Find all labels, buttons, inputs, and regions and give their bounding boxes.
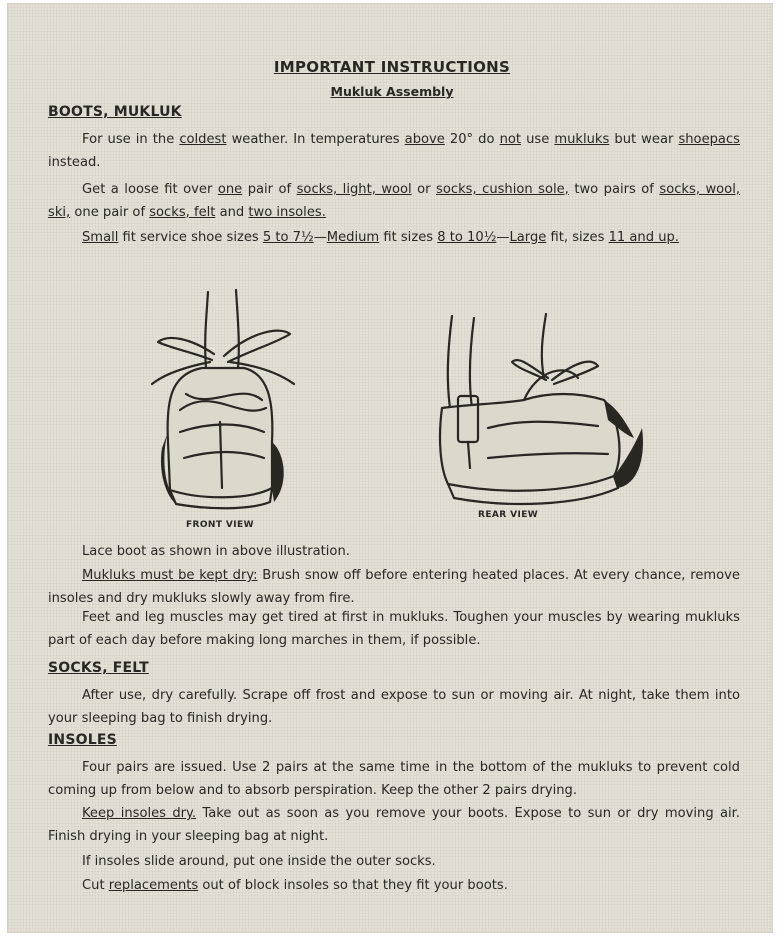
section-heading-insoles: INSOLES xyxy=(48,732,117,748)
insoles-paragraph-1: Four pairs are issued. Use 2 pairs at the same time in the bottom of the mukluks to prevent cold coming up from below and to absorb perspiration. Keep the other 2 pairs drying. xyxy=(48,760,740,798)
boots-paragraph-2: Get a loose fit over one pair of socks, light, wool or socks, cushion sole, two pairs of socks, wool, ski, one pair of socks, felt and two insoles. xyxy=(48,182,740,220)
section-heading-boots: BOOTS, MUKLUK xyxy=(48,104,182,120)
boots-paragraph-3: Small fit service shoe sizes 5 to 7½—Medium fit sizes 8 to 10½—Large fit, sizes 11 and up. xyxy=(82,230,679,245)
section-heading-socks: SOCKS, FELT xyxy=(48,660,149,676)
page-title: IMPORTANT INSTRUCTIONS xyxy=(273,58,511,76)
boots-paragraph-1: For use in the coldest weather. In temperatures above 20° do not use mukluks but wear shoepacs instead. xyxy=(48,132,740,170)
boots-paragraph-4: Lace boot as shown in above illustration. xyxy=(82,544,350,559)
rear-view-boot-illustration xyxy=(428,308,648,513)
front-view-caption: FRONT VIEW xyxy=(186,520,254,530)
socks-paragraph-1: After use, dry carefully. Scrape off frost and expose to sun or moving air. At night, take them into your sleeping bag to finish drying. xyxy=(48,688,740,726)
boots-paragraph-6: Feet and leg muscles may get tired at first in mukluks. Toughen your muscles by wearing mukluks part of each day before making long marches in them, if possible. xyxy=(48,610,740,648)
rear-view-caption: REAR VIEW xyxy=(478,510,539,520)
boots-paragraph-5: Mukluks must be kept dry: Brush snow off before entering heated places. At every chance, remove insoles and dry mukluks slowly away from fire. xyxy=(48,568,740,606)
page-subtitle: Mukluk Assembly xyxy=(330,84,454,99)
insoles-paragraph-3: If insoles slide around, put one inside the outer socks. xyxy=(82,854,436,869)
front-view-boot-illustration xyxy=(140,282,310,512)
insoles-paragraph-4: Cut replacements out of block insoles so that they fit your boots. xyxy=(82,878,508,893)
insoles-paragraph-2: Keep insoles dry. Take out as soon as you remove your boots. Expose to sun or dry moving air. Finish drying in your sleeping bag at night. xyxy=(48,806,740,844)
